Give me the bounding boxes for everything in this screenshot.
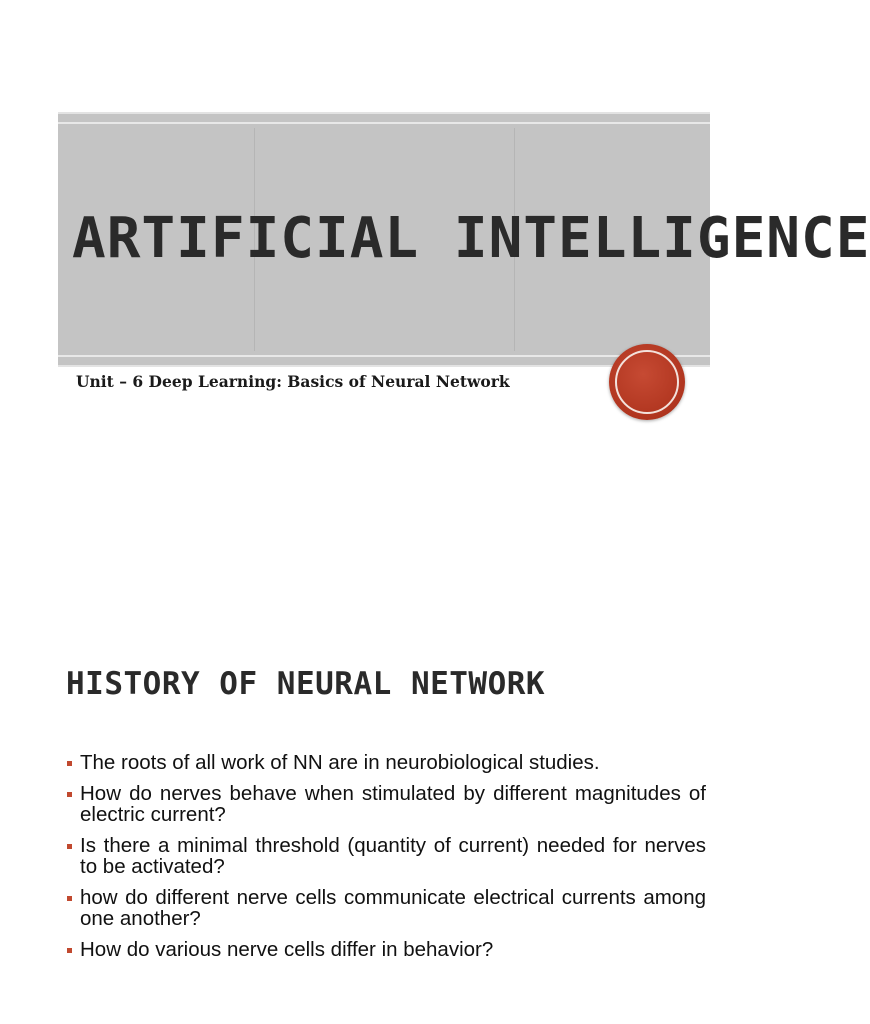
bullet-square-icon — [67, 792, 72, 797]
list-item — [66, 783, 706, 825]
list-item-text: how do different nerve cells communicate electrical currents among one another? — [80, 886, 706, 930]
bullet-square-icon — [67, 844, 72, 849]
list-item-text: How do various nerve cells differ in behavior? — [80, 938, 494, 961]
slide-title: ARTIFICIAL INTELLIGENCE — [72, 206, 870, 271]
red-circle-badge-icon — [609, 344, 685, 420]
list-item — [66, 887, 706, 929]
banner-bottom-rule — [58, 355, 710, 357]
title-banner — [58, 112, 870, 367]
section-heading: HISTORY OF NEURAL NETWORK — [66, 666, 546, 702]
list-item-text: How do nerves behave when stimulated by different magnitudes of electric current? — [80, 782, 706, 826]
badge-ring — [615, 350, 679, 414]
list-item-text: The roots of all work of NN are in neurobiological studies. — [80, 751, 600, 774]
list-item — [66, 939, 706, 960]
bullet-square-icon — [67, 948, 72, 953]
bullet-list — [66, 752, 706, 970]
banner-top-rule — [58, 122, 710, 124]
list-item — [66, 752, 706, 773]
list-item-text: Is there a minimal threshold (quantity of current) needed for nerves to be activated? — [80, 834, 706, 878]
slide-subtitle: Unit – 6 Deep Learning: Basics of Neural Network — [76, 372, 510, 391]
bullet-square-icon — [67, 761, 72, 766]
list-item — [66, 835, 706, 877]
bullet-square-icon — [67, 896, 72, 901]
